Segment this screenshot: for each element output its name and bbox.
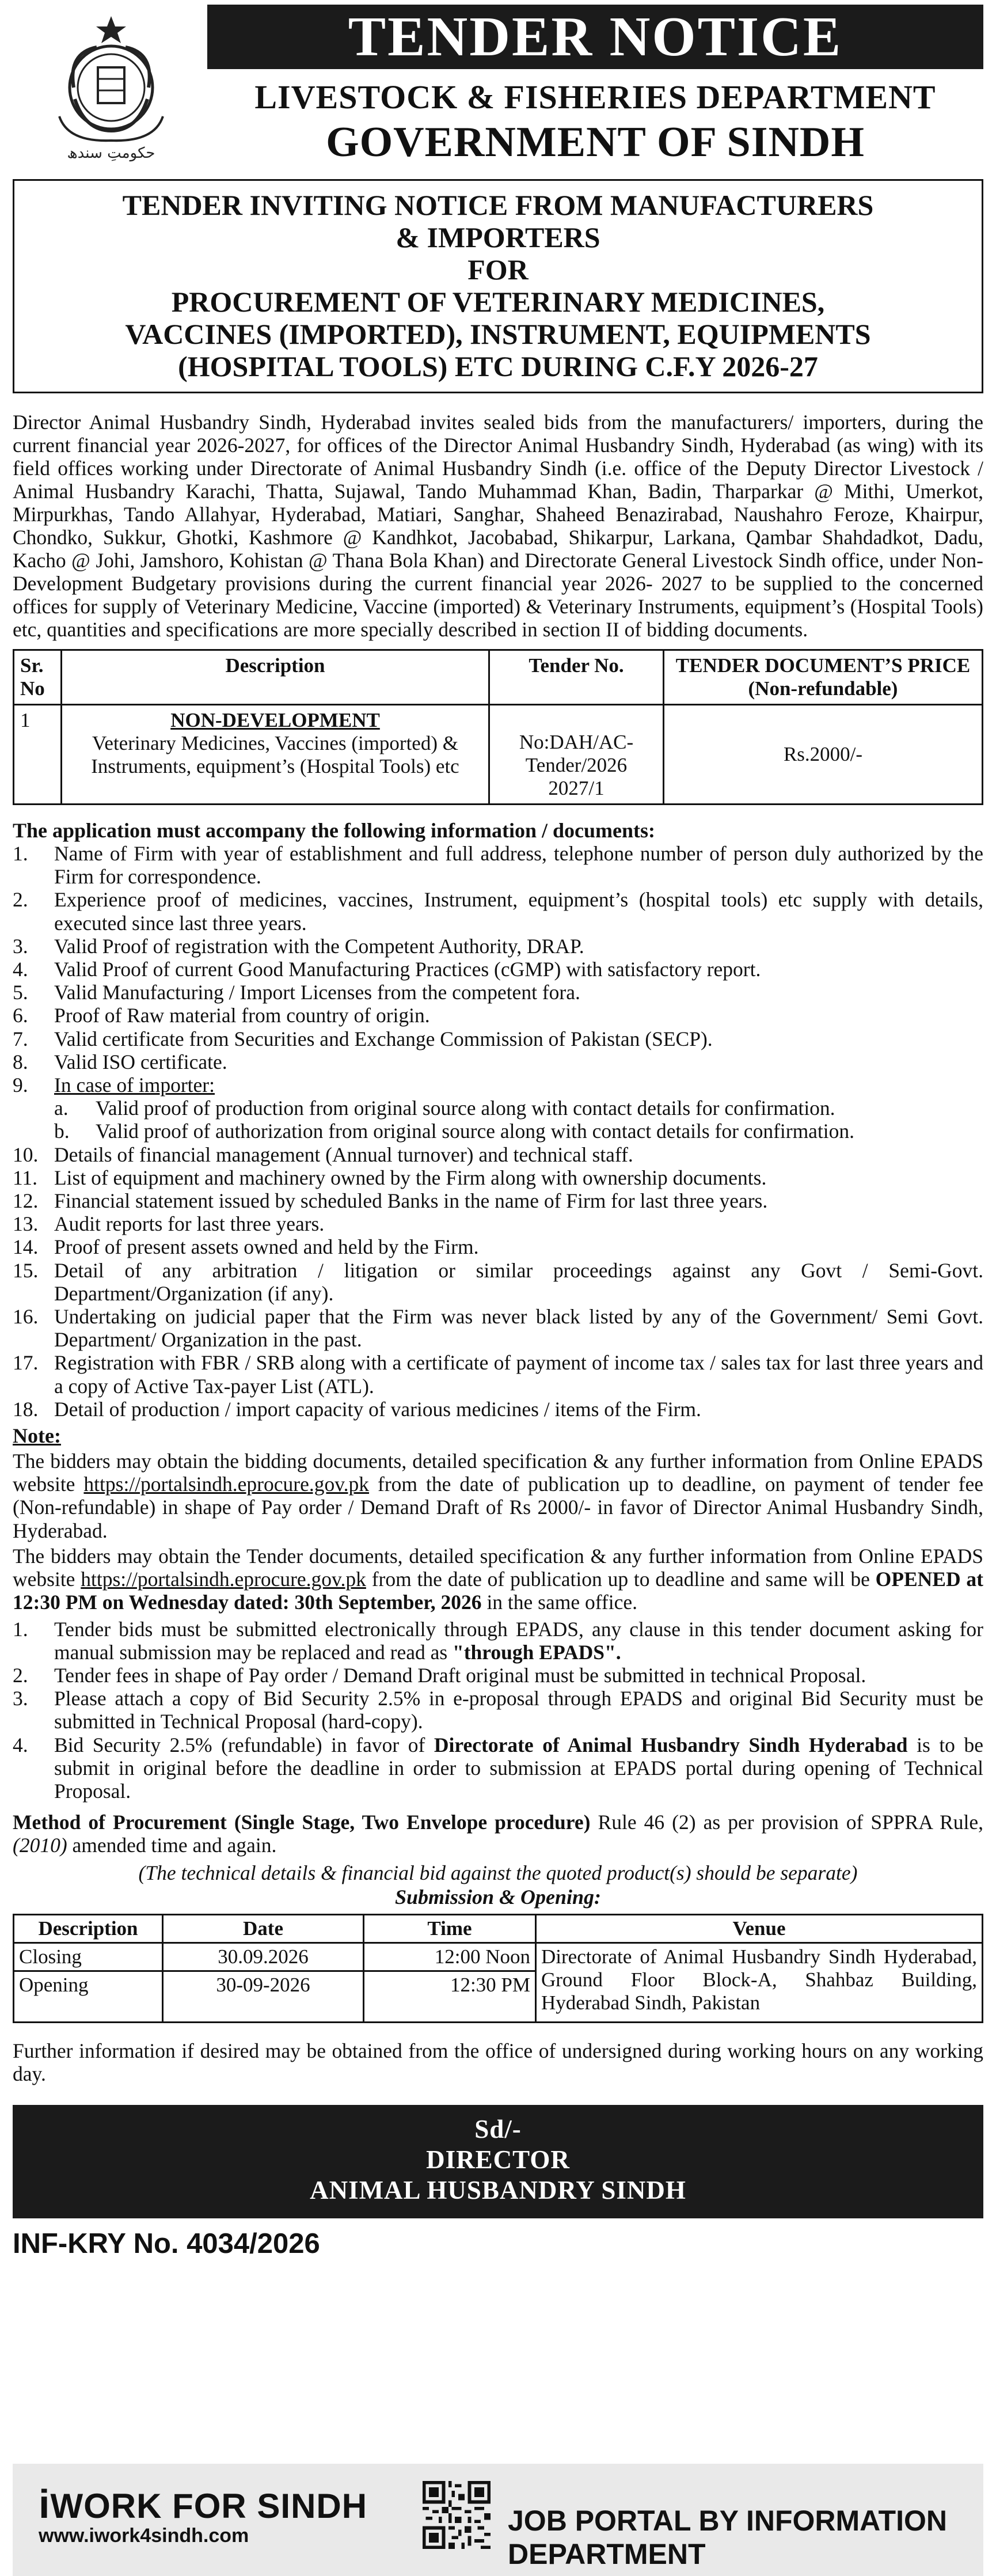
schedule-header: [14, 1914, 983, 1943]
header: [13, 0, 983, 176]
requirements-list-continued: [13, 1143, 983, 1421]
list-item: 14. Proof of present assets owned and held by the Firm.: [13, 1235, 479, 1259]
col-tender-no: Tender No.: [489, 650, 664, 705]
cell-description: [62, 705, 489, 805]
col-date: Date: [163, 1914, 364, 1943]
cell-description: Opening: [14, 1971, 163, 2022]
job-portal-text: JOB PORTAL BY INFORMATION DEPARTMENT: [508, 2505, 947, 2570]
col-sr: Sr. No: [14, 650, 62, 705]
cell-venue: Directorate of Animal Husbandry Sindh Hyderabad, Ground Floor Block-A, Shahbaz Building, Hyderabad Sindh, Pakistan: [536, 1943, 983, 2022]
list-item: 3. Valid Proof of registration with the Competent Authority, DRAP.: [13, 934, 584, 958]
iwork-logo: [39, 2481, 367, 2547]
further-information: Further information if desired may be obtained from the office of undersigned during working hours on any working day.: [13, 2039, 983, 2085]
list-item: 12. Financial statement issued by scheduled Banks in the name of Firm for last three years.: [13, 1189, 768, 1213]
col-venue: Venue: [536, 1914, 983, 1943]
title-line: PROCUREMENT OF VETERINARY MEDICINES,: [171, 286, 825, 318]
cell-sr: 1: [14, 705, 62, 805]
col-price: TENDER DOCUMENT’S PRICE (Non-refundable): [664, 650, 983, 705]
list-item: 4. Valid Proof of current Good Manufacturing Practices (cGMP) with satisfactory report.: [13, 958, 761, 981]
col-description: Description: [62, 650, 489, 705]
inf-number: INF-KRY No. 4034/2026: [13, 2228, 320, 2259]
list-item: 8. Valid ISO certificate.: [13, 1050, 227, 1073]
list-item: 5. Valid Manufacturing / Import Licenses from the competent fora.: [13, 981, 580, 1004]
epads-link[interactable]: https://portalsindh.eprocure.gov.pk: [81, 1568, 366, 1591]
procurement-method: Method of Procurement (Single Stage, Two Envelope procedure) Rule 46 (2) as per provision of SPPRA Rule, (2010) amended time and again.: [13, 1811, 983, 1857]
list-item: 2. Tender fees in shape of Pay order / Demand Draft original must be submitted in technical Proposal.: [13, 1663, 866, 1687]
list-item: 3. Please attach a copy of Bid Security 2.5% in e-proposal through EPADS and original Bid Security must be submitted in Technical Proposal (hard-copy).: [13, 1687, 983, 1733]
requirements-heading: The application must accompany the following information / documents:: [13, 819, 656, 842]
signature-block: [13, 2105, 983, 2218]
description-text: Veterinary Medicines, Vaccines (imported) & Instruments, equipment’s (Hospital Tools) etc: [91, 732, 459, 777]
list-item: 10. Details of financial management (Annual turnover) and technical staff.: [13, 1143, 633, 1166]
title-line: VACCINES (IMPORTED), INSTRUMENT, EQUIPMENTS: [125, 318, 871, 350]
title-line: TENDER INVITING NOTICE FROM MANUFACTURERS: [122, 189, 874, 221]
importer-sub-item: a. Valid proof of production from original source along with contact details for confirmation.: [54, 1097, 835, 1120]
sindh-government-seal-icon: [33, 13, 189, 162]
department-name: LIVESTOCK & FISHERIES DEPARTMENT: [254, 78, 936, 116]
list-item: 4. Bid Security 2.5% (refundable) in favor of Directorate of Animal Husbandry Sindh Hyderabad is to be submit in original before the deadline in order to submission at EPADS portal during opening of Technical Proposal.: [13, 1733, 983, 1803]
non-development-heading: NON-DEVELOPMENT: [170, 709, 380, 731]
list-item: 1. Tender bids must be submitted electronically through EPADS, any clause in this tender document asking for manual submission may be replaced and read as "through EPADS".: [13, 1617, 983, 1664]
title-line: FOR: [467, 253, 529, 286]
note-items-list: [13, 1618, 983, 1803]
col-description: Description: [14, 1914, 163, 1943]
tender-table-header: [14, 650, 983, 705]
intro-paragraph: Director Animal Husbandry Sindh, Hyderabad invites sealed bids from the manufacturers/ importers, during the current financial year 2026-2027, for offices of the Director Animal Husbandry Sindh, Hyderabad (as wing) with its field offices working under Directorate of Animal Husbandry Sindh (i.e. office of the Deputy Director Livestock / Animal Husbandry Karachi, Thatta, Sujawal, Tando Muhammad Khan, Badin, Tharparkar @ Mithi, Umerkot, Mirpurkhas, Tando Allahyar, Hyderabad, Matiari, Sanghar, Shaheed Benazirabad, Naushahro Feroze, Khairpur, Chondko, Sukkur, Ghotki, Kashmore @ Kandhkot, Jacobabad, Shikarpur, Larkana, Qambar Shahdadkot, Dadu, Kacho @ Johi, Jamshoro, Kohistan @ Thana Bola Khan) and Directorate General Livestock Sindh office, under Non-Development Budgetary provisions during the current financial year 2026- 2027 to be supplied to the concerned offices for supply of Veterinary Medicine, Vaccine (imported) & Veterinary Instruments, equipment’s (Hospital Tools) etc, quantities and specifications are more specially described in section II of bidding documents.: [13, 411, 983, 641]
logo-i: i: [39, 2482, 51, 2526]
list-item: 13. Audit reports for last three years.: [13, 1212, 325, 1236]
list-item: 6. Proof of Raw material from country of origin.: [13, 1004, 430, 1027]
note-paragraph-1: The bidders may obtain the bidding documents, detailed specification & any further information from Online EPADS website https://portalsindh.eprocure.gov.pk from the date of publication up to deadline, on payment of tender fee (Non-refundable) in shape of Pay order / Demand Draft of Rs 2000/- in favor of Director Animal Husbandry Sindh, Hyderabad.: [13, 1450, 983, 1542]
tender-title-box: [13, 179, 983, 393]
list-item: 2. Experience proof of medicines, vaccines, Instrument, equipment’s (hospital tools) etc supply with details, executed since last three years.: [13, 888, 983, 935]
signature-sd: Sd/-: [474, 2114, 522, 2143]
government-name: GOVERNMENT OF SINDH: [326, 119, 865, 166]
cell-price: Rs.2000/-: [664, 705, 983, 805]
list-item: 1. Name of Firm with year of establishment and full address, telephone number of person duly authorized by the Firm for correspondence.: [13, 842, 983, 889]
schedule-table: [13, 1914, 983, 2023]
importer-sub-item: b. Valid proof of authorization from original source along with contact details for confirmation.: [54, 1120, 855, 1143]
tender-table: [13, 649, 983, 805]
list-item: 18. Detail of production / import capacity of various medicines / items of the Firm.: [13, 1397, 701, 1421]
title-line: (HOSPITAL TOOLS) ETC DURING C.F.Y 2026-27: [178, 350, 818, 382]
qr-code-icon: [423, 2481, 491, 2549]
list-item: 16. Undertaking on judicial paper that the Firm was never black listed by any of the Government/ Semi Govt. Department/ Organization in the past.: [13, 1305, 983, 1352]
signature-office: ANIMAL HUSBANDRY SINDH: [310, 2175, 686, 2205]
table-row: [14, 705, 983, 805]
list-item: 15. Detail of any arbitration / litigation or similar proceedings against any Govt / Semi-Govt. Department/Organization (if any).: [13, 1258, 983, 1305]
cell-time: 12:30 PM: [364, 1971, 536, 2022]
col-time: Time: [364, 1914, 536, 1943]
epads-link[interactable]: https://portalsindh.eprocure.gov.pk: [83, 1473, 370, 1496]
list-item: 17. Registration with FBR / SRB along with a certificate of payment of income tax / sales tax for last three years and a copy of Active Tax-payer List (ATL).: [13, 1351, 983, 1398]
list-item: 7. Valid certificate from Securities and Exchange Commission of Pakistan (SECP).: [13, 1027, 713, 1050]
note-paragraph-2: The bidders may obtain the Tender documents, detailed specification & any further information from Online EPADS website https://portalsindh.eprocure.gov.pk from the date of publication up to deadline and same will be OPENED at 12:30 PM on Wednesday dated: 30th September, 2026 in the same office.: [13, 1544, 983, 1614]
signature-title: DIRECTOR: [426, 2145, 570, 2174]
cell-description: Closing: [14, 1943, 163, 1971]
logo-brand-text: WORK FOR SINDH: [50, 2487, 368, 2525]
seal-caption: حکومتِ سندھ: [67, 145, 155, 162]
title-line: & IMPORTERS: [396, 221, 600, 253]
list-item: 11. List of equipment and machinery owned by the Firm along with ownership documents.: [13, 1166, 767, 1189]
footer-url[interactable]: www.iwork4sindh.com: [39, 2525, 249, 2547]
cell-time: 12:00 Noon: [364, 1943, 536, 1971]
cell-date: 30.09.2026: [163, 1943, 364, 1971]
separate-bid-note: (The technical details & financial bid against the quoted product(s) should be separate): [138, 1861, 858, 1884]
cell-tender-no: No:DAH/AC-Tender/2026 2027/1: [489, 705, 664, 805]
footer-banner: [13, 2464, 983, 2576]
tender-notice-banner: TENDER NOTICE: [207, 5, 983, 69]
cell-date: 30-09-2026: [163, 1971, 364, 2022]
list-item: 9. In case of importer:: [13, 1073, 215, 1097]
table-row: [14, 1943, 983, 1971]
requirements-list: [13, 842, 983, 1097]
note-heading: Note:: [13, 1424, 61, 1448]
submission-heading: Submission & Opening:: [394, 1885, 602, 1909]
